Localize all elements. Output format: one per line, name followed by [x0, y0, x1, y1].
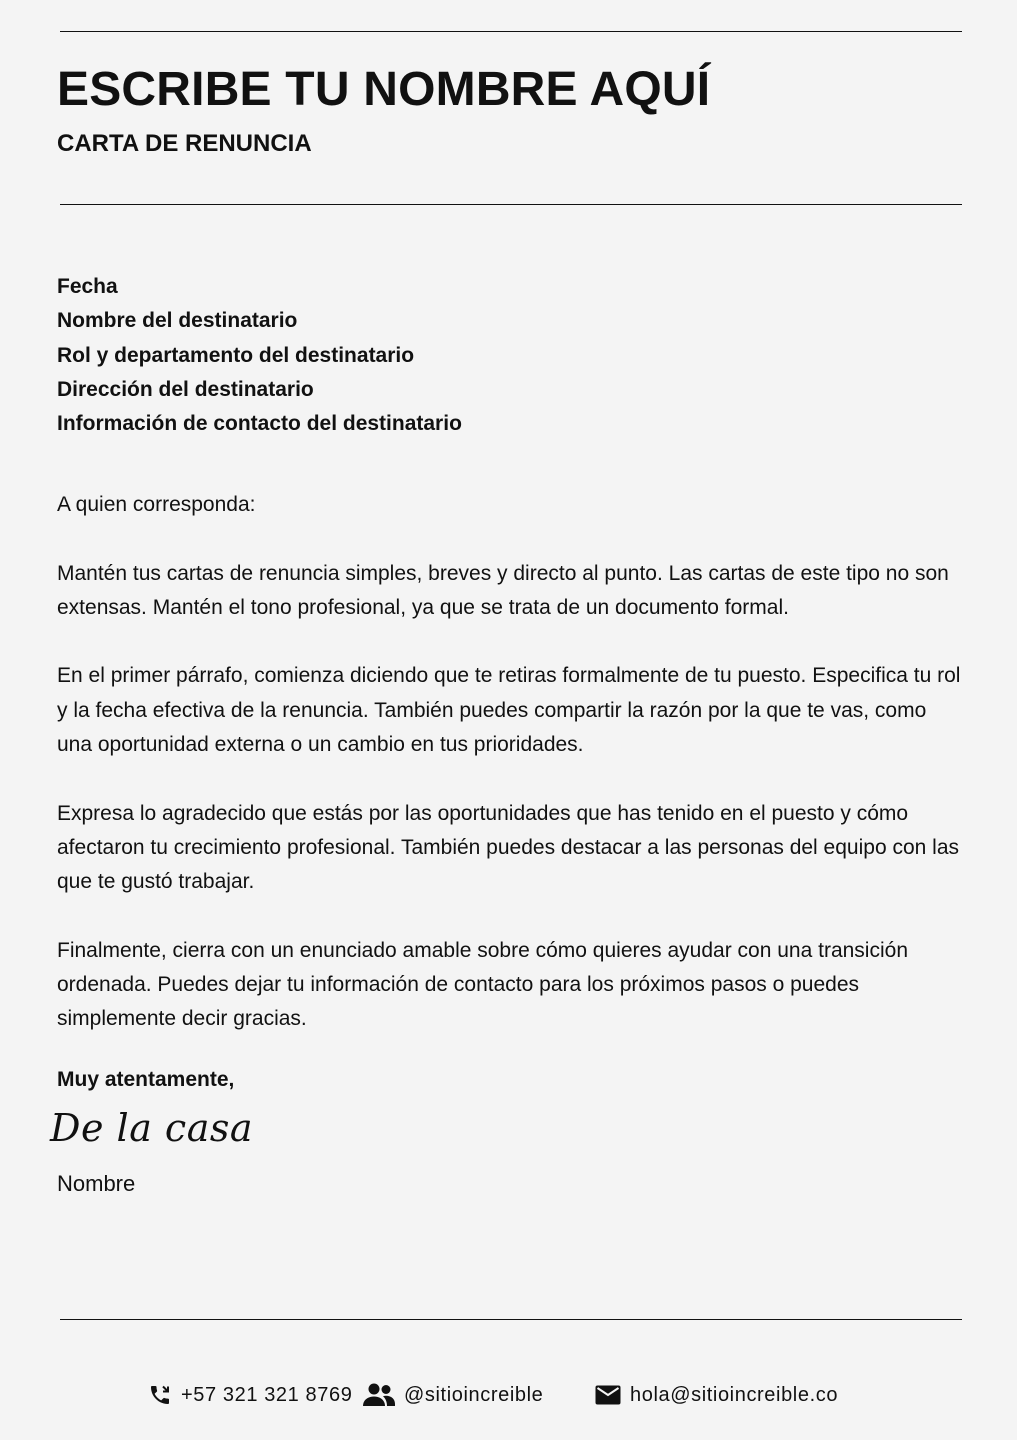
- contact-phone: [148, 1379, 352, 1411]
- letter-closing: Muy atentamente,: [57, 1068, 235, 1091]
- signer-name: Nombre: [57, 1171, 136, 1196]
- contact-social: [363, 1379, 543, 1411]
- recipient-address: Dirección del destinatario: [57, 377, 314, 401]
- letter-paragraph: Mantén tus cartas de renuncia simples, breves y directo al punto. Las cartas de este tipo no son extensas. Mantén el tono profesional, ya que se trata de un documento formal.: [57, 561, 949, 619]
- letter-body: [57, 488, 962, 1071]
- contact-phone-text: +57 321 321 8769: [181, 1383, 353, 1406]
- letter-paragraph: Finalmente, cierra con un enunciado amable sobre cómo quieres ayudar con una transición ordenada. Puedes dejar tu información de contacto para los próximos pasos o puedes simplemente decir gracias.: [57, 938, 908, 1031]
- contact-email-text: hola@sitioincreible.co: [630, 1383, 839, 1406]
- letter-paragraph: En el primer párrafo, comienza diciendo que te retiras formalmente de tu puesto. Especifica tu rol y la fecha efectiva de la renuncia. También puedes compartir la razón por la que te vas, como una oportunidad externa o un cambio en tus prioridades.: [57, 664, 961, 757]
- recipient-name: Nombre del destinatario: [57, 309, 298, 333]
- recipient-date: Fecha: [57, 275, 118, 298]
- phone-icon: [148, 1383, 172, 1407]
- letter-paragraph: Expresa lo agradecido que estás por las oportunidades que has tenido en el puesto y cómo afectaron tu crecimiento profesional. También puedes destacar a las personas del equipo con las que te gustó trabajar.: [57, 801, 959, 894]
- applicant-name-heading: ESCRIBE TU NOMBRE AQUÍ: [57, 63, 711, 116]
- letter-greeting: A quien corresponda:: [57, 493, 256, 516]
- users-icon: [363, 1382, 395, 1408]
- contact-email: [595, 1379, 838, 1411]
- signature: De la casa: [50, 1106, 254, 1150]
- recipient-contact: Información de contacto del destinatario: [57, 412, 462, 436]
- document-title: CARTA DE RENUNCIA: [57, 130, 312, 157]
- contact-social-text: @sitioincreible: [404, 1383, 544, 1406]
- recipient-role: Rol y departamento del destinatario: [57, 343, 415, 367]
- mail-icon: [595, 1385, 621, 1405]
- footer-divider: [60, 1319, 962, 1320]
- top-divider: [60, 31, 962, 32]
- recipient-block: [57, 270, 957, 441]
- header-divider: [60, 204, 962, 205]
